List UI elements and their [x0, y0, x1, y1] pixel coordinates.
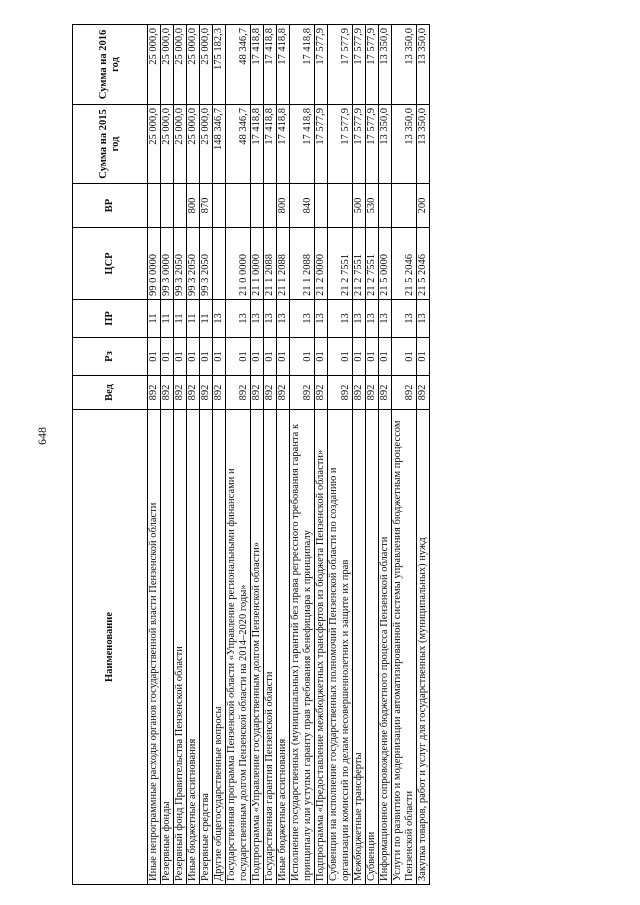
cell-ved: 892	[417, 376, 430, 410]
cell-rz: 01	[353, 338, 366, 376]
cell-rz: 01	[200, 338, 213, 376]
cell-name: Субвенции на исполнение государственных полномочий Пензенской области по созданию и организации комиссий по делам несовершеннолетних и защите их прав	[328, 410, 353, 885]
cell-rz: 01	[148, 338, 161, 376]
cell-name: Исполнение государственных (муниципальных) гарантий без права регрессного требования гаранта к принципалу или уступки гаранту прав требования бенефициара к принципалу	[290, 410, 315, 885]
cell-rz: 01	[392, 338, 417, 376]
cell-sum-2016: 25 000,0	[148, 25, 161, 105]
cell-rz: 01	[277, 338, 290, 376]
cell-name: Субвенции	[366, 410, 379, 885]
cell-ved: 892	[290, 376, 315, 410]
cell-sum-2015: 13 350,0	[392, 105, 417, 184]
rotated-table-container	[72, 25, 612, 885]
budget-table	[72, 24, 430, 885]
cell-ved: 892	[328, 376, 353, 410]
cell-pr: 13	[251, 300, 264, 338]
cell-sum-2015: 148 346,7	[213, 105, 226, 184]
cell-rz: 01	[290, 338, 315, 376]
page-number: 648	[35, 427, 49, 445]
cell-rz: 01	[187, 338, 200, 376]
cell-ved: 892	[315, 376, 328, 410]
table-row	[290, 25, 315, 885]
cell-vr: 800	[277, 184, 290, 228]
table-body	[148, 25, 430, 885]
cell-vr: 870	[200, 184, 213, 228]
cell-rz: 01	[226, 338, 251, 376]
cell-vr	[213, 184, 226, 228]
table-row	[226, 25, 251, 885]
cell-sum-2016: 25 000,0	[161, 25, 174, 105]
cell-name: Услуги по развитию и модернизации автоматизированной системы управления бюджетным процессом Пензенской области	[392, 410, 417, 885]
cell-sum-2016: 13 350,0	[392, 25, 417, 105]
cell-csr: 21 2 7551	[366, 228, 379, 300]
cell-csr: 21 5 2046	[392, 228, 417, 300]
cell-pr: 11	[174, 300, 187, 338]
cell-csr: 99 3 2050	[187, 228, 200, 300]
table-header-row	[73, 25, 148, 885]
cell-rz: 01	[264, 338, 277, 376]
cell-name: Другие общегосударственные вопросы	[213, 410, 226, 885]
cell-name: Резервный фонд Правительства Пензенской области	[174, 410, 187, 885]
cell-sum-2016: 17 577,9	[366, 25, 379, 105]
cell-sum-2015: 17 418,8	[290, 105, 315, 184]
cell-sum-2016: 17 418,8	[290, 25, 315, 105]
cell-csr: 21 5 2046	[417, 228, 430, 300]
cell-rz: 01	[379, 338, 392, 376]
table-row	[379, 25, 392, 885]
table-row	[328, 25, 353, 885]
cell-sum-2016: 175 182,3	[213, 25, 226, 105]
header-sum-2015: Сумма на 2015 год	[73, 105, 148, 184]
cell-ved: 892	[187, 376, 200, 410]
cell-pr: 13	[328, 300, 353, 338]
cell-sum-2016: 13 350,0	[379, 25, 392, 105]
cell-csr: 21 0 0000	[226, 228, 251, 300]
cell-pr: 13	[366, 300, 379, 338]
cell-name: Информационное сопровождение бюджетного процесса Пензенской области	[379, 410, 392, 885]
cell-sum-2015: 17 418,8	[277, 105, 290, 184]
cell-ved: 892	[148, 376, 161, 410]
cell-name: Иные бюджетные ассигнования	[277, 410, 290, 885]
table-row	[417, 25, 430, 885]
table-row	[264, 25, 277, 885]
cell-ved: 892	[264, 376, 277, 410]
cell-pr: 13	[315, 300, 328, 338]
cell-ved: 892	[161, 376, 174, 410]
cell-sum-2016: 17 577,9	[315, 25, 328, 105]
cell-csr: 21 1 2088	[264, 228, 277, 300]
cell-rz: 01	[366, 338, 379, 376]
cell-pr: 13	[277, 300, 290, 338]
cell-name: Резервные фонды	[161, 410, 174, 885]
table-row	[161, 25, 174, 885]
table-row	[174, 25, 187, 885]
cell-pr: 11	[200, 300, 213, 338]
cell-sum-2015: 17 418,8	[251, 105, 264, 184]
cell-sum-2016: 25 000,0	[200, 25, 213, 105]
cell-ved: 892	[277, 376, 290, 410]
table-row	[353, 25, 366, 885]
cell-name: Иные бюджетные ассигнования	[187, 410, 200, 885]
cell-pr: 13	[353, 300, 366, 338]
cell-vr	[174, 184, 187, 228]
cell-sum-2015: 25 000,0	[174, 105, 187, 184]
cell-pr: 13	[290, 300, 315, 338]
cell-sum-2015: 13 350,0	[379, 105, 392, 184]
cell-sum-2015: 17 577,9	[315, 105, 328, 184]
cell-vr: 530	[366, 184, 379, 228]
table-row	[392, 25, 417, 885]
cell-csr: 21 2 7551	[353, 228, 366, 300]
cell-pr: 11	[148, 300, 161, 338]
cell-rz: 01	[174, 338, 187, 376]
cell-csr: 99 3 2050	[200, 228, 213, 300]
cell-sum-2015: 17 577,9	[328, 105, 353, 184]
cell-ved: 892	[200, 376, 213, 410]
cell-vr: 200	[417, 184, 430, 228]
cell-name: Подпрограмма «Предоставление межбюджетных трансфертов из бюджета Пензенской области»	[315, 410, 328, 885]
cell-csr: 21 2 0000	[315, 228, 328, 300]
cell-sum-2016: 17 577,9	[328, 25, 353, 105]
cell-vr	[264, 184, 277, 228]
cell-pr: 13	[226, 300, 251, 338]
table-row	[315, 25, 328, 885]
cell-csr: 99 3 2050	[174, 228, 187, 300]
cell-ved: 892	[174, 376, 187, 410]
cell-sum-2016: 25 000,0	[187, 25, 200, 105]
cell-csr: 21 1 2088	[277, 228, 290, 300]
header-ved: Вед	[73, 376, 148, 410]
cell-rz: 01	[161, 338, 174, 376]
cell-csr: 21 1 0000	[251, 228, 264, 300]
cell-csr: 99 0 0000	[148, 228, 161, 300]
cell-sum-2016: 17 418,8	[264, 25, 277, 105]
cell-ved: 892	[226, 376, 251, 410]
cell-name: Закупка товаров, работ и услуг для государственных (муниципальных) нужд	[417, 410, 430, 885]
cell-sum-2015: 17 418,8	[264, 105, 277, 184]
cell-rz: 01	[213, 338, 226, 376]
cell-vr: 800	[187, 184, 200, 228]
table-row	[213, 25, 226, 885]
cell-vr	[226, 184, 251, 228]
cell-name: Межбюджетные трансферты	[353, 410, 366, 885]
cell-sum-2016: 17 577,9	[353, 25, 366, 105]
cell-pr: 13	[379, 300, 392, 338]
cell-vr: 840	[290, 184, 315, 228]
cell-ved: 892	[379, 376, 392, 410]
cell-sum-2015: 48 346,7	[226, 105, 251, 184]
cell-name: Резервные средства	[200, 410, 213, 885]
cell-sum-2015: 13 350,0	[417, 105, 430, 184]
cell-sum-2016: 17 418,8	[251, 25, 264, 105]
header-rz: Рз	[73, 338, 148, 376]
cell-sum-2015: 25 000,0	[187, 105, 200, 184]
table-row	[251, 25, 264, 885]
cell-pr: 13	[213, 300, 226, 338]
cell-rz: 01	[251, 338, 264, 376]
table-row	[187, 25, 200, 885]
cell-sum-2016: 13 350,0	[417, 25, 430, 105]
cell-vr	[161, 184, 174, 228]
cell-rz: 01	[315, 338, 328, 376]
cell-rz: 01	[417, 338, 430, 376]
cell-sum-2016: 25 000,0	[174, 25, 187, 105]
cell-rz: 01	[328, 338, 353, 376]
cell-ved: 892	[353, 376, 366, 410]
cell-sum-2016: 17 418,8	[277, 25, 290, 105]
cell-vr	[379, 184, 392, 228]
cell-pr: 13	[264, 300, 277, 338]
cell-pr: 13	[392, 300, 417, 338]
cell-csr: 21 2 7551	[328, 228, 353, 300]
cell-pr: 11	[161, 300, 174, 338]
header-pr: ПР	[73, 300, 148, 338]
cell-name: Государственная программа Пензенской области «Управление региональными финансами и государственным долгом Пензенской области на 2014–2020 годы»	[226, 410, 251, 885]
cell-name: Подпрограмма «Управление государственным долгом Пензенской области»	[251, 410, 264, 885]
cell-csr: 21 1 2088	[290, 228, 315, 300]
cell-pr: 11	[187, 300, 200, 338]
cell-vr: 500	[353, 184, 366, 228]
cell-name: Иные непрограммные расходы органов государственной власти Пензенской области	[148, 410, 161, 885]
cell-vr	[148, 184, 161, 228]
cell-vr	[392, 184, 417, 228]
cell-vr	[328, 184, 353, 228]
table-row	[200, 25, 213, 885]
cell-sum-2015: 25 000,0	[200, 105, 213, 184]
table-row	[148, 25, 161, 885]
cell-name: Государственная гарантия Пензенской области	[264, 410, 277, 885]
cell-ved: 892	[392, 376, 417, 410]
header-sum-2016: Сумма на 2016 год	[73, 25, 148, 105]
cell-vr	[251, 184, 264, 228]
cell-sum-2016: 48 346,7	[226, 25, 251, 105]
cell-ved: 892	[213, 376, 226, 410]
cell-csr: 99 3 0000	[161, 228, 174, 300]
header-csr: ЦСР	[73, 228, 148, 300]
cell-sum-2015: 17 577,9	[353, 105, 366, 184]
header-vr: ВР	[73, 184, 148, 228]
cell-ved: 892	[366, 376, 379, 410]
header-name: Наименование	[73, 410, 148, 885]
cell-vr	[315, 184, 328, 228]
table-row	[366, 25, 379, 885]
table-row	[277, 25, 290, 885]
cell-csr: 21 5 0000	[379, 228, 392, 300]
cell-sum-2015: 25 000,0	[148, 105, 161, 184]
cell-pr: 13	[417, 300, 430, 338]
cell-sum-2015: 17 577,9	[366, 105, 379, 184]
cell-ved: 892	[251, 376, 264, 410]
cell-csr	[213, 228, 226, 300]
cell-sum-2015: 25 000,0	[161, 105, 174, 184]
